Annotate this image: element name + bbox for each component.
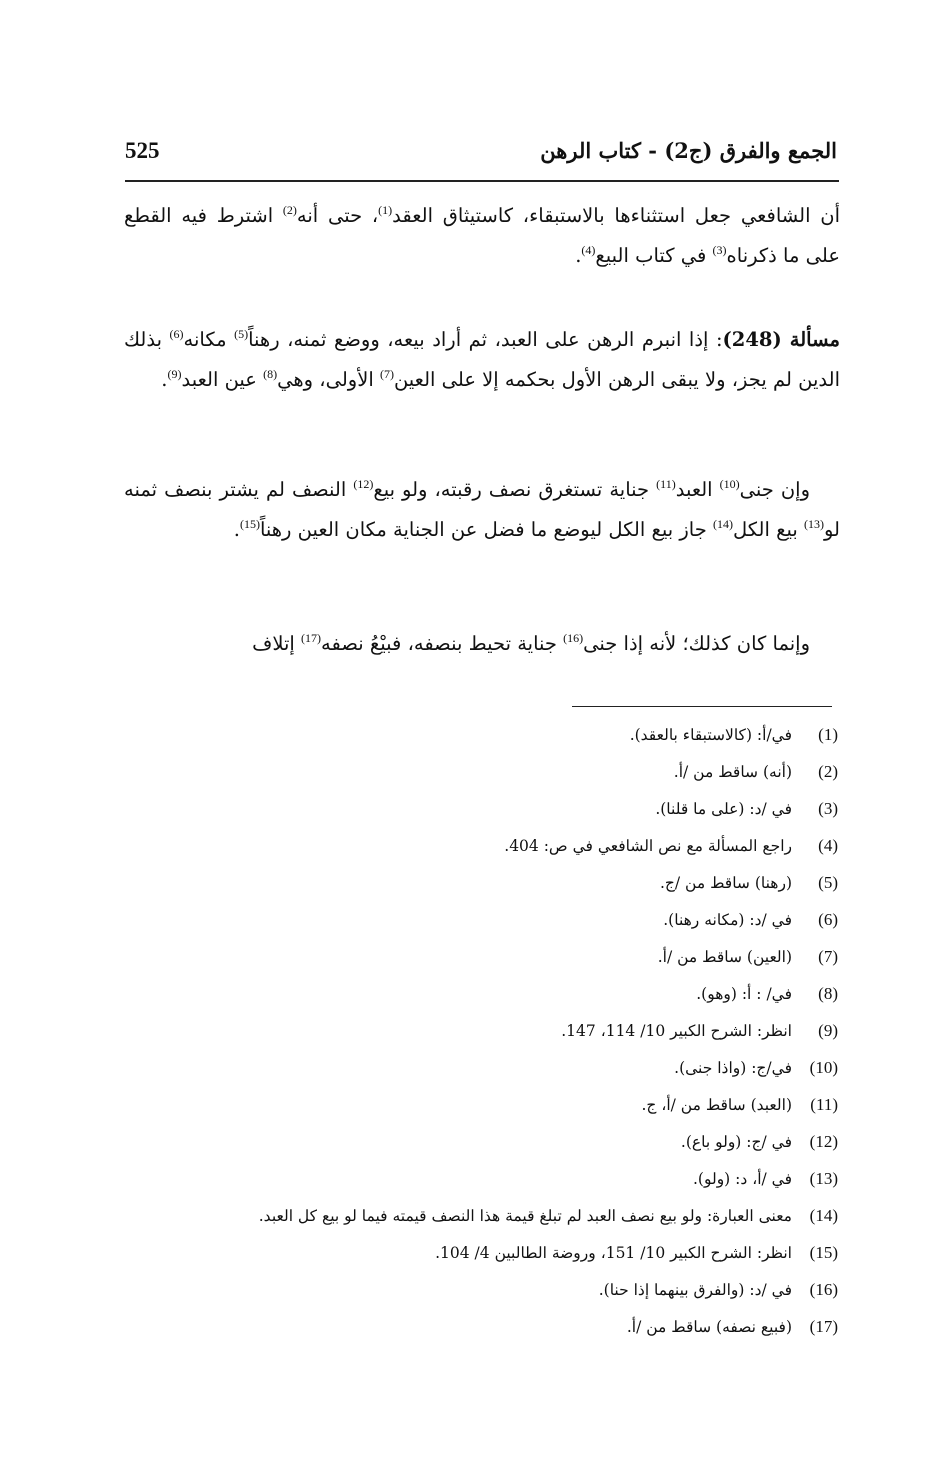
footnote-ref-16[interactable]: (16): [563, 631, 584, 645]
footnote-ref-17[interactable]: (17): [301, 631, 322, 645]
header-divider: [125, 180, 839, 182]
footnote-ref-14[interactable]: (14): [713, 517, 733, 531]
footnote-2: [120, 753, 838, 790]
footnote-number: (4): [818, 836, 838, 855]
footnote-ref-7[interactable]: (7): [379, 367, 394, 381]
footnote-number: (14): [809, 1206, 838, 1225]
footnote-text: (أنه) ساقط من /أ.: [673, 763, 792, 781]
footnote-14: [120, 1197, 838, 1234]
footnote-number: (5): [818, 873, 838, 892]
footnote-8: [120, 975, 838, 1012]
footnote-15: [120, 1234, 838, 1271]
footnote-number: (15): [809, 1243, 838, 1262]
footnote-divider: [572, 706, 832, 707]
footnote-ref-6[interactable]: (6): [169, 327, 184, 341]
running-header: [125, 138, 837, 174]
footnote-6: [120, 901, 838, 938]
header-title: الجمع والفرق (ج2) - كتاب الرهن: [540, 138, 837, 163]
footnote-10: [120, 1049, 838, 1086]
footnote-ref-12[interactable]: (12): [353, 477, 374, 491]
footnote-9: [120, 1012, 838, 1049]
footnote-number: (3): [818, 799, 838, 818]
footnote-text: في /د: (على ما قلنا).: [655, 800, 792, 818]
footnote-ref-5[interactable]: (5): [234, 327, 249, 341]
footnotes-list: [120, 716, 838, 1345]
footnote-11: [120, 1086, 838, 1123]
footnote-number: (6): [818, 910, 838, 929]
footnote-ref-15[interactable]: (15): [239, 517, 260, 531]
footnote-text: انظر: الشرح الكبير 10/ 151، وروضة الطالبين 4/ 104.: [435, 1244, 792, 1262]
footnote-3: [120, 790, 838, 827]
footnote-12: [120, 1123, 838, 1160]
footnote-text: (العين) ساقط من /أ.: [657, 948, 792, 966]
footnote-ref-4[interactable]: (4): [581, 243, 596, 257]
footnote-number: (10): [809, 1058, 838, 1077]
footnote-ref-9[interactable]: (9): [167, 367, 182, 381]
footnote-4: [120, 827, 838, 864]
footnote-5: [120, 864, 838, 901]
footnote-text: راجع المسألة مع نص الشافعي في ص: 404.: [504, 837, 792, 855]
footnote-number: (12): [809, 1132, 838, 1151]
footnote-text: في/ : أ: (وهو).: [696, 985, 792, 1003]
footnote-number: (11): [810, 1095, 838, 1114]
footnote-16: [120, 1271, 838, 1308]
footnote-text: في/أ: (كالاستبقاء بالعقد).: [629, 726, 792, 744]
footnote-ref-8[interactable]: (8): [263, 367, 278, 381]
footnote-13: [120, 1160, 838, 1197]
page-number: 525: [125, 138, 160, 163]
footnote-number: (2): [818, 762, 838, 781]
footnote-text: (العبد) ساقط من /أ، ج.: [641, 1096, 792, 1114]
footnote-ref-3[interactable]: (3): [712, 243, 727, 257]
footnote-text: في /أ، د: (ولو).: [692, 1170, 792, 1188]
footnote-ref-10[interactable]: (10): [719, 477, 740, 491]
footnote-number: (13): [809, 1169, 838, 1188]
footnote-text: انظر: الشرح الكبير 10/ 114، 147.: [561, 1022, 792, 1040]
footnote-number: (9): [818, 1021, 838, 1040]
footnote-ref-13[interactable]: (13): [803, 517, 824, 531]
paragraph-3: وإن جنى$^{(10)}$ العبد$^{(11)}$ جناية تستغرق نصف رقبته، ولو بيع$^{(12)}$ النصف لم يشتر بنصف ثمنه لو$^{(13)}$ بيع الكل$^{(14)}$ جاز بيع الكل ليوضع ما فضل عن الجناية مكان العين رهناً$^{(15)}$.: [124, 477, 840, 541]
footnote-number: (16): [809, 1280, 838, 1299]
footnote-number: (17): [809, 1317, 838, 1336]
footnote-7: [120, 938, 838, 975]
masala-248: مسألة (248): إذا انبرم الرهن على العبد، ثم أراد بيعه، ووضع ثمنه، رهناً$^{(5)}$ مكانه$^{(6)}$ بذلك الدين لم يجز، ولا يبقى الرهن الأول بحكمه إلا على العين$^{(7)}$ الأولى، وهي$^{(8)}$ عين العبد$^{(9)}$.: [124, 327, 840, 391]
footnote-number: (7): [818, 947, 838, 966]
footnote-ref-1[interactable]: (1): [378, 203, 393, 217]
footnote-number: (1): [818, 725, 838, 744]
footnote-text: في /د: (والفرق بينهما إذا حنا).: [598, 1281, 792, 1299]
footnote-1: [120, 716, 838, 753]
footnote-text: في/ج: (واذا جنى).: [674, 1059, 792, 1077]
masala-label: مسألة (248): [722, 328, 840, 351]
footnote-ref-11[interactable]: (11): [656, 477, 676, 491]
footnote-text: (فبيع نصفه) ساقط من /أ.: [626, 1318, 792, 1336]
footnote-text: معنى العبارة: ولو بيع نصف العبد لم تبلغ قيمة هذا النصف قيمته فيما لو بيع كل العبد.: [258, 1207, 792, 1225]
footnote-text: (رهنا) ساقط من /ج.: [659, 874, 792, 892]
footnote-number: (8): [818, 984, 838, 1003]
footnote-text: في /د: (مكانه رهنا).: [663, 911, 792, 929]
footnote-17: [120, 1308, 838, 1345]
paragraph-4: وإنما كان كذلك؛ لأنه إذا جنى$^{(16)}$ جناية تحيط بنصفه، فبيْعُ نصفه$^{(17)}$ إتلاف: [252, 631, 810, 655]
footnote-text: في /ج: (ولو باع).: [680, 1133, 792, 1151]
footnote-ref-2[interactable]: (2): [282, 203, 297, 217]
paragraph-1: أن الشافعي جعل استثناءها بالاستبقاء، كاستيثاق العقد$^{(1)}$، حتى أنه$^{(2)}$ اشترط فيه القطع على ما ذكرناه$^{(3)}$ في كتاب البيع$^{(4)}$.: [124, 203, 840, 267]
